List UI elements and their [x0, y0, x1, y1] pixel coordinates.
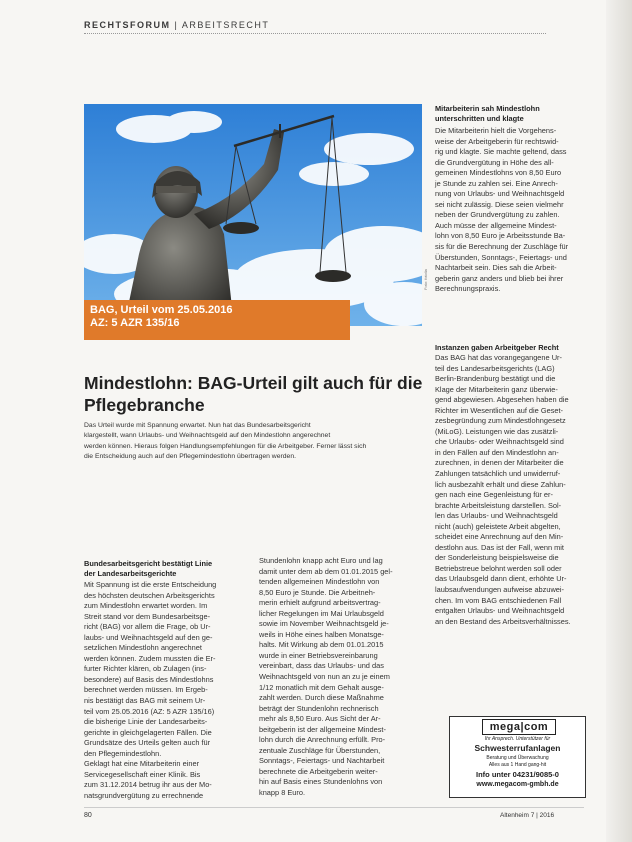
text-line: gerichte in gleichgelagerten Fällen. Die — [84, 727, 212, 737]
text-line: das Urlaubsgeld dann dient, erhöhte Ur- — [435, 574, 567, 584]
text-line: brachte Arbeitsleistung darstellen. Sol- — [435, 500, 562, 510]
text-line: nis bestätigt das BAG mit seinem Ur- — [84, 696, 206, 706]
text-line: teil des Landesarbeitsgerichts (LAG) — [435, 363, 555, 373]
text-line: berechnet werden müssen. Im Ergeb- — [84, 685, 208, 695]
text-line: (MiLoG). Leistungen wie das zusätzli- — [435, 426, 559, 436]
text-line: hin auf Basis eines Stundenlohns von — [259, 777, 383, 787]
subhead-bag-confirms — [84, 559, 246, 578]
text-line: lich ausbezahlt erhält und diese Zahlun- — [435, 479, 566, 489]
section-rubric — [84, 20, 269, 30]
text-line: den Pflegemindestlohn. — [84, 748, 162, 758]
text-line: nung von Urlaubs- und Weihnachtsgeld — [435, 189, 565, 199]
photo-credit: Foto: fotolia — [423, 269, 428, 290]
page-spine-shadow — [606, 0, 632, 842]
page-number: 80 — [84, 812, 92, 819]
text-line: der Sonderleistung beispielsweise die — [435, 553, 559, 563]
lead-line: Das Urteil wurde mit Spannung erwartet. Nun hat das Bundesarbeitsgericht — [84, 422, 311, 429]
text-column-right-top — [435, 126, 583, 295]
text-line: an den Bestand des Arbeitsverhältnisses. — [435, 616, 571, 626]
text-line: zesbegründung zum Mindestlohngesetz — [435, 416, 566, 426]
text-line: weils in Höhe eines halben Monatsge- — [259, 629, 384, 639]
text-line: entgalten Urlaubs- und Weihnachtsgeld — [435, 606, 565, 616]
justitia-image — [84, 104, 422, 326]
text-line: Sonntags-, Feiertags- und Nachtarbeit — [259, 756, 385, 766]
text-line: len das Urlaubs- und Weihnachtsgeld — [435, 511, 558, 521]
text-line: weise der Arbeitgeberin für rechtswid- — [435, 136, 559, 146]
text-column-right-bottom — [435, 353, 583, 627]
text-line: Zahlungen tatsächlich und unwiderruf- — [435, 469, 561, 479]
text-line: laubsaufwendungen aufweise abzuwei- — [435, 585, 565, 595]
text-line: beträgt der Stundenlohn rechnerisch — [259, 703, 379, 713]
text-line: wurde in einer Betriebsvereinbarung — [259, 650, 378, 660]
lead-line: die Entscheidung auch auf den Pflegemindestlohn übertragen werden. — [84, 453, 296, 461]
ad-phone: Info unter 04231/9085-0 — [476, 770, 559, 779]
text-line: natsgrundvergütung zu errechnende — [84, 790, 204, 800]
text-column-middle — [259, 556, 421, 799]
text-line: knapp 8 Euro. — [259, 788, 306, 798]
caption-case-number: AZ: 5 AZR 135/16 — [90, 317, 180, 329]
text-line: Servicegesellschaft einer Klinik. Bis — [84, 769, 201, 779]
text-line: merin erhielt aufgrund arbeitsvertrag- — [259, 598, 381, 608]
text-line: damit unter dem ab dem 01.01.2015 gel- — [259, 566, 393, 576]
caption-date: BAG, Urteil vom 25.05.2016 — [90, 304, 233, 316]
ad-product: Schwesterrufanlagen — [474, 743, 561, 753]
lead-line: klargestellt, wann Urlaubs- und Weihnachtsgeld auf den Mindestlohn angerechnet — [84, 432, 331, 440]
text-line: tenden allgemeinen Mindestlohn von — [259, 577, 380, 587]
text-line: sis für die Berechnung der Zuschläge für — [435, 242, 569, 252]
article-lead — [84, 421, 424, 463]
text-line: des höchsten deutschen Arbeitsgerichts — [84, 590, 215, 600]
subhead-employee-sued — [435, 104, 585, 123]
text-line: zurechnen, in denen der Mitarbeiter die — [435, 458, 564, 468]
text-column-left — [84, 559, 246, 801]
text-line: licher Regelungen im Mai Urlaubsgeld — [259, 608, 384, 618]
text-line: che Urlaubs- oder Weihnachtsgeld sind — [435, 437, 564, 447]
text-line: Nachtarbeit sein. Dies sah die Arbeit- — [435, 263, 557, 273]
text-line: Geklagt hat eine Mitarbeiterin einer — [84, 759, 200, 769]
subhead-instances: Instanzen gaben Arbeitgeber Recht — [435, 343, 559, 352]
subhead-line: der Landesarbeitsgerichte — [84, 568, 177, 578]
text-line: teil vom 25.05.2016 (AZ: 5 AZR 135/16) — [84, 706, 215, 716]
text-line: berechnete die Arbeitgeberin weiter- — [259, 766, 378, 776]
footer-divider — [84, 807, 584, 808]
text-line: geberin ganz anders und blieb bei ihrer — [435, 273, 564, 283]
article-headline: Mindestlohn: BAG-Urteil gilt auch für die Pflegebranche — [84, 373, 423, 415]
text-line: Weihnachtsgeld von nun an zu je einem — [259, 672, 390, 682]
text-line: zentuale Zuschläge für Überstunden, — [259, 745, 381, 755]
ad-tagline: Ihr Ansprech. Unterstützer für — [484, 736, 551, 742]
text-line: Grundsätze des Urteils gelten auch für — [84, 738, 211, 748]
text-line: gen nach eine Gegenleistung für er- — [435, 490, 553, 500]
text-line: Betriebstreue belohnt werden soll oder — [435, 563, 562, 573]
text-line: Klage der Mitarbeiterin ganz überwie- — [435, 384, 558, 394]
text-line: destlohn aus. Das ist der Fall, wenn mit — [435, 542, 564, 552]
text-line: vereinbart, dass das Urlaubs- und das — [259, 661, 384, 671]
ad-service: Beratung und Überwachung — [486, 755, 549, 761]
megacom-advertisement — [449, 716, 586, 798]
text-line: richt (BAG) vor allem die Frage, ob Ur- — [84, 622, 211, 632]
justitia-photo — [84, 104, 422, 326]
text-line: lohn von 8,50 Euro je Arbeitsstunde Ba- — [435, 231, 566, 241]
text-line: neben der Grundvergütung zu zahlen. — [435, 210, 560, 220]
text-line: Das BAG hat das vorangegangene Ur- — [435, 353, 562, 362]
text-line: werden können. Zudem mussten die Er- — [84, 653, 216, 663]
text-line: Berlin-Brandenburg bestätigt und die — [435, 374, 556, 384]
subhead-line: Bundesarbeitsgericht bestätigt Linie — [84, 559, 213, 568]
rubric-topic: ARBEITSRECHT — [181, 20, 270, 30]
text-line: Richter im Wesentlichen auf die Geset- — [435, 405, 564, 415]
magazine-issue: Altenheim 7 | 2016 — [500, 812, 555, 819]
rubric-separator: | — [170, 20, 182, 30]
text-line: nicht (auch) geleistete Arbeit abgelten, — [435, 521, 561, 531]
case-caption — [84, 300, 350, 340]
text-line: besondere) auf Basis des Mindestlohns — [84, 674, 214, 684]
text-line: Stundenlohn knapp acht Euro und lag — [259, 556, 383, 565]
text-line: gend abgewiesen. Abgesehen haben die — [435, 395, 569, 405]
text-line: Die Mitarbeiterin hielt die Vorgehens- — [435, 126, 557, 135]
text-line: rig und klagte. Sie machte geltend, dass — [435, 147, 567, 157]
text-line: Mit Spannung ist die erste Entscheidung — [84, 580, 217, 589]
megacom-logo: mega|com — [482, 719, 556, 735]
text-line: mehr als 8,50 Euro. Aus Sicht der Ar- — [259, 714, 381, 724]
text-line: furter Richter klären, ob Zulagen (ins- — [84, 664, 207, 674]
text-line: Auch müsse der allgemeine Mindest- — [435, 220, 557, 230]
text-line: gemeinen Mindestlohns von 8,50 Euro — [435, 168, 562, 178]
text-line: zahlt werden. Durch diese Maßnahme — [259, 693, 384, 703]
rubric-divider — [84, 33, 546, 35]
lead-line: werden können. Hieraus folgen Handlungsempfehlungen für die Arbeitgeber. Ferner lässt sich — [84, 442, 367, 450]
text-line: setzlichen Mindestlohn angerechnet — [84, 643, 202, 653]
text-line: sowie im November Weihnachtsgeld je- — [259, 619, 389, 629]
text-line: Berechnungspraxis. — [435, 284, 501, 294]
subhead-line: unterschritten und klagte — [435, 113, 524, 123]
text-line: Streit stand vor dem Bundesarbeitsge- — [84, 611, 211, 621]
text-line: je Stunde zu zahlen sei. Eine Anrech- — [435, 178, 558, 188]
ad-website: www.megacom-gmbh.de — [476, 781, 559, 788]
text-line: zum Mindestlohn erwartet worden. Im — [84, 601, 208, 611]
rubric-section: RECHTSFORUM — [84, 20, 171, 30]
ad-service-2: Alles aus 1 Hand gang-hit — [488, 762, 547, 768]
text-line: chen. Im vom BAG entschiedenen Fall — [435, 595, 562, 605]
text-line: die bisherige Linie der Landesarbeits- — [84, 717, 208, 727]
text-line: 8,50 Euro je Stunde. Die Arbeitneh- — [259, 587, 376, 597]
text-line: 1/12 monatlich mit dem Gehalt ausge- — [259, 682, 384, 692]
text-line: die Grundvergütung in Höhe des all- — [435, 157, 554, 167]
text-line: beitgeberin ist der allgemeine Mindest- — [259, 724, 386, 734]
text-line: scheidet eine Anrechnung auf den Min- — [435, 532, 564, 542]
text-line: laubs- und Weihnachtsgeld auf den ge- — [84, 632, 213, 642]
text-line: in den Fällen auf den Mindestlohn an- — [435, 447, 559, 457]
text-line: halts. Mit Wirkung ab dem 01.01.2015 — [259, 640, 384, 650]
text-line: sei nicht zulässig. Diese seien vielmehr — [435, 199, 564, 209]
text-line: lohn durch die Anrechnung erfüllt. Pro- — [259, 735, 386, 745]
text-line: Überstunden, Sonntags-, Feiertags- und — [435, 252, 567, 262]
subhead-line: Mitarbeiterin sah Mindestlohn — [435, 104, 540, 113]
text-line: zum 31.12.2014 betrug ihr aus der Mo- — [84, 780, 212, 790]
